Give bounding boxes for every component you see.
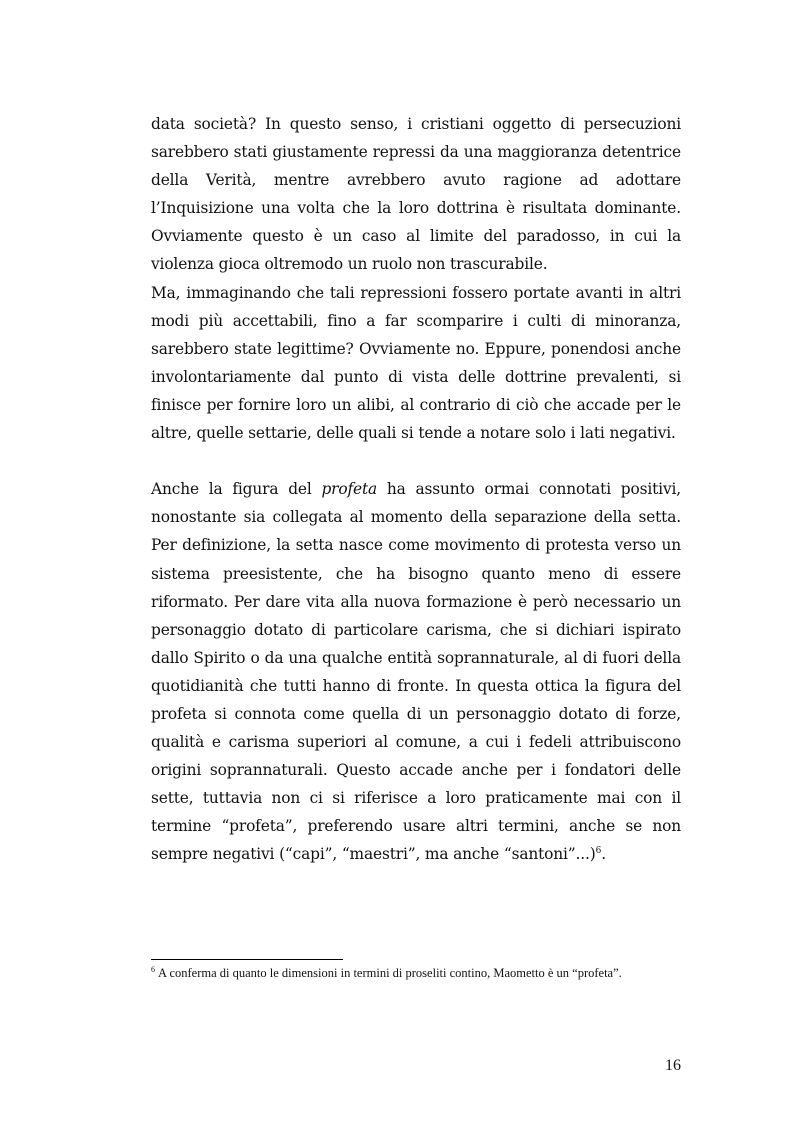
paragraph-3-text-end: . xyxy=(601,845,606,864)
body-text xyxy=(151,110,681,869)
paragraph-2-text: Ma, immaginando che tali repressioni fossero portate avanti in altri modi più accettabili, fino a far scomparire i culti di minoranza, sarebbero state legittime? Ovviamente no. Eppure, ponendosi anche involontariamente dal punto di vista delle dottrine prevalenti, si finisce per fornire loro un alibi, al contrario di ciò che accade per le altre, quelle settarie, delle quali si tende a notare solo i lati negativi. xyxy=(151,283,681,443)
footnote-reference[interactable]: 6 xyxy=(595,846,602,857)
paragraph-3 xyxy=(151,475,681,868)
paragraph-3-text-start: Anche la figura del xyxy=(151,480,322,499)
paragraph-2 xyxy=(151,279,681,448)
footnote-number: 6 xyxy=(151,965,155,974)
footnote-separator xyxy=(151,959,343,960)
footnote xyxy=(151,965,691,981)
page-number: 16 xyxy=(665,1057,681,1074)
paragraph-3-text-rest: ha assunto ormai connotati positivi, nonostante sia collegata al momento della separazione della setta. Per definizione, la setta nasce come movimento di protesta verso un sistema preesistente, che ha bisogno quanto meno di essere riformato. Per dare vita alla nuova formazione è però necessario un personaggio dotato di particolare carisma, che si dichiari ispirato dallo Spirito o da una qualche entità soprannaturale, al di fuori della quotidianità che tutti hanno di fronte. In questa ottica la figura del profeta si connota come quella di un personaggio dotato di forze, qualità e carisma superiori al comune, a cui i fedeli attribuiscono origini soprannaturali. Questo accade anche per i fondatori delle sette, tuttavia non ci si riferisce a loro praticamente mai con il termine “profeta”, preferendo usare altri termini, anche se non sempre negativi (“capi”, “maestri”, ma anche “santoni”...) xyxy=(151,480,681,864)
paragraph-1-text: data società? In questo senso, i cristiani oggetto di persecuzioni sarebbero stati giustamente repressi da una maggioranza detentrice della Verità, mentre avrebbero avuto ragione ad adottare l’Inquisizione una volta che la loro dottrina è risultata dominante. Ovviamente questo è un caso al limite del paradosso, in cui la violenza gioca oltremodo un ruolo non trascurabile. xyxy=(151,115,681,274)
paragraph-1 xyxy=(151,110,681,279)
paragraph-3-italic-term: profeta xyxy=(321,480,378,499)
footnote-text: A conferma di quanto le dimensioni in termini di proseliti contino, Maometto è un “profeta”. xyxy=(158,966,622,980)
